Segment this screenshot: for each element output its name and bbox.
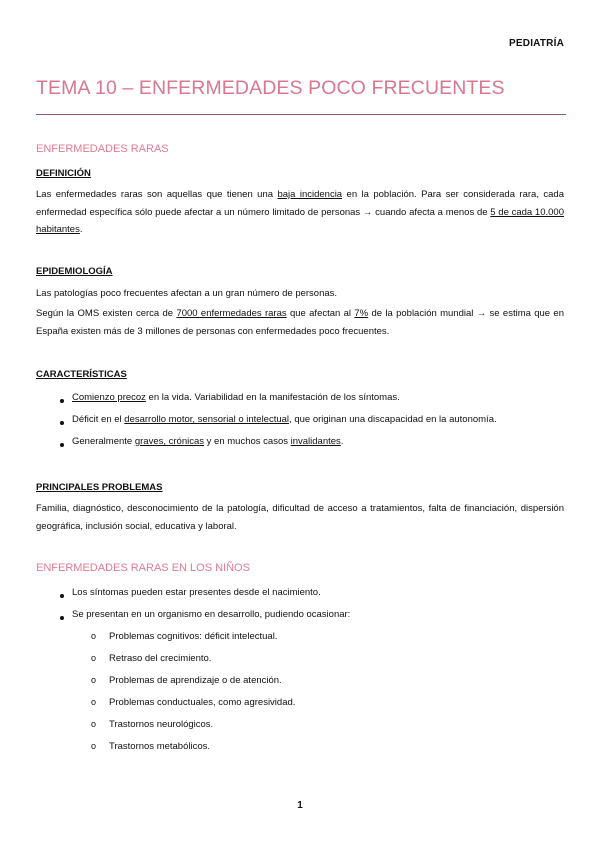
section-title-raras: ENFERMEDADES RARAS [36,143,169,155]
text-run: que afectan al [286,308,355,319]
sub-bullet-marker: o [91,697,97,707]
bullet-icon [60,421,64,425]
text-run: Las enfermedades raras son aquellas que tienen una [36,189,278,200]
heading-definicion: DEFINICIÓN [36,168,91,179]
sub-bullet-marker: o [91,741,97,751]
ninos-item: Los síntomas pueden estar presentes desde el nacimiento. [72,587,321,598]
sub-bullet-marker: o [91,653,97,663]
page-number: 1 [297,800,303,811]
underlined-run: Comienzo precoz [72,392,146,403]
section-title-ninos: ENFERMEDADES RARAS EN LOS NIÑOS [36,562,250,574]
underlined-run: 7% [354,308,369,319]
ninos-subitem: Trastornos metabólicos. [109,741,211,752]
sub-bullet-marker: o [91,675,97,685]
sub-bullet-marker: o [91,631,97,641]
page-title: TEMA 10 – ENFERMEDADES POCO FRECUENTES [36,77,505,99]
ninos-subitem: Problemas conductuales, como agresividad. [109,697,296,708]
heading-epidemiologia: EPIDEMIOLOGÍA [36,266,113,277]
bullet-icon [60,399,64,403]
header-subject: PEDIATRÍA [509,38,564,49]
caracteristica-item [72,414,497,425]
ninos-subitem: Retraso del crecimiento. [109,653,212,664]
text-run: Generalmente [72,436,135,447]
ninos-subitem: Trastornos neurológicos. [109,719,214,730]
underlined-run: 5 de cada 10.000 habitantes [36,206,564,235]
text-run: Según la OMS existen cerca de [36,308,177,319]
underlined-run: desarrollo motor, sensorial o intelectual [124,414,290,425]
ninos-subitem: Problemas cognitivos: déficit intelectual. [109,631,278,642]
title-divider [36,114,566,115]
bullet-icon [60,616,64,620]
definicion-paragraph [36,186,564,239]
epidemiologia-line-1: Las patologías poco frecuentes afectan a un gran número de personas. [36,288,338,299]
text-run: en la población. Para ser considerada rara, cada enfermedad específica sólo puede afectar a un número limitado de personas → cuando afecta a menos de [36,189,564,218]
epidemiologia-paragraph [36,305,564,340]
bullet-icon [60,594,64,598]
text-run: en la vida. Variabilidad en la manifestación de los síntomas. [145,392,400,403]
caracteristica-item [72,436,343,447]
problemas-paragraph: Familia, diagnóstico, desconocimiento de la patología, dificultad de acceso a tratamientos, falta de financiación, dispersión geográfica, inclusión social, educativa y laboral. [36,503,564,532]
ninos-subitem: Problemas de aprendizaje o de atención. [109,675,282,686]
ninos-item: Se presentan en un organismo en desarrollo, pudiendo ocasionar: [72,609,351,620]
text-run: Déficit en el [72,414,125,425]
sub-bullet-marker: o [91,719,97,729]
underlined-run: invalidantes [290,436,341,447]
text-run: . [340,436,344,447]
text-run: y en muchos casos [204,436,291,447]
caracteristica-item [72,392,400,403]
heading-caracteristicas: CARACTERÍSTICAS [36,369,127,380]
text-run: . [79,224,83,235]
underlined-run: baja incidencia [277,189,343,200]
underlined-run: 7000 enfermedades raras [176,308,287,319]
text-run: , que originan una discapacidad en la autonomía. [289,414,497,425]
text-run: de la población mundial → se estima que en España existen más de 3 millones de personas con enfermedades poco frecuentes. [36,308,564,337]
bullet-icon [60,443,64,447]
heading-problemas: PRINCIPALES PROBLEMAS [36,482,163,493]
underlined-run: graves, crónicas [134,436,205,447]
